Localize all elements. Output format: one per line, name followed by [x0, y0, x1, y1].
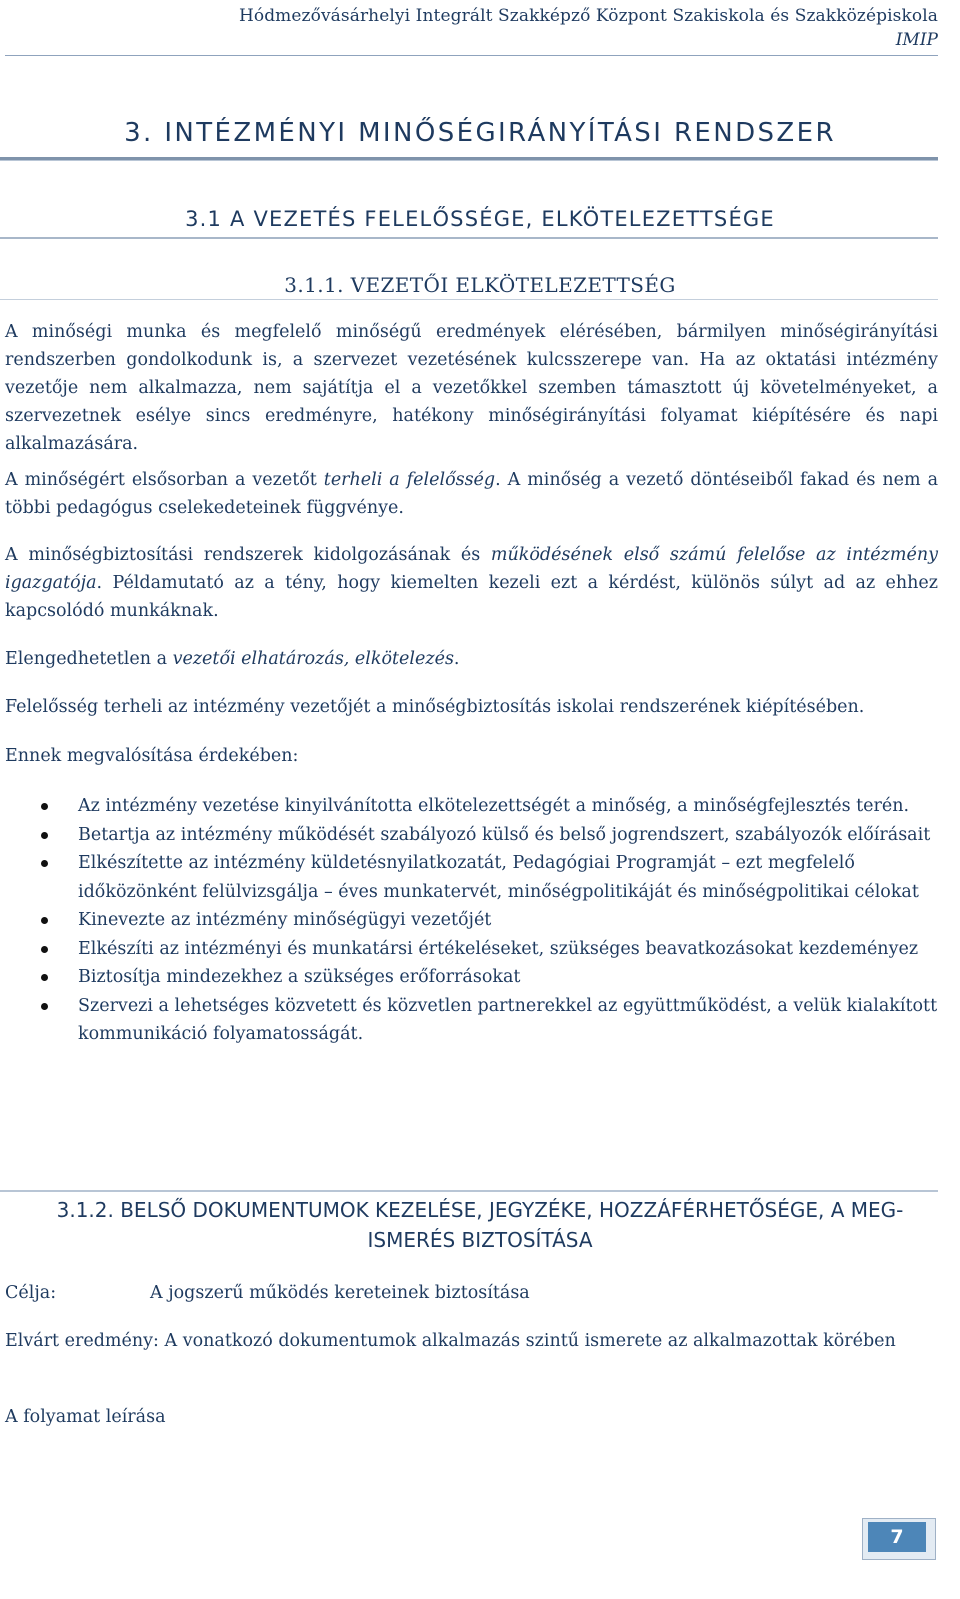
page-header — [20, 4, 938, 52]
process-description-text: A folyamat leírása — [5, 1407, 166, 1427]
list-item-text: Betartja az intézmény működését szabályozó külső és belső jogrendszert, szabályozók előírásait — [78, 824, 931, 845]
page-number: 7 — [868, 1522, 926, 1552]
paragraph-4 — [5, 645, 938, 673]
list-item — [5, 821, 938, 850]
heading-level-4 — [0, 1195, 960, 1255]
paragraph-3-text-c: . Példamutató az a tény, hogy kiemelten kezeli ezt a kérdést, különös súlyt ad az ehhez kapcsolódó munkáknak. — [5, 573, 938, 621]
list-item — [5, 849, 938, 906]
bullet-icon — [41, 917, 48, 924]
paragraph-6-text: Ennek megvalósítása érdekében: — [5, 746, 299, 766]
paragraph-2-emphasis: terheli a felelősség — [323, 470, 496, 490]
heading-3-rule — [0, 299, 938, 300]
paragraph-3-emphasis: működésének első számú felelőse az intézmény igazgatója — [5, 545, 938, 593]
bullet-icon — [41, 860, 48, 867]
list-item-text: Elkészíti az intézményi és munkatársi értékeléseket, szükséges beavatkozásokat kezdeményez — [78, 938, 919, 959]
paragraph-1-text: A minőségi munka és megfelelő minőségű eredmények elérésében, bármilyen minőségirányítási rendszerben gondolkodunk is, a szervezet vezetésének kulcsszerepe van. Ha az oktatási intézmény vezetője nem alkalmazza, nem sajátítja el a vezetőkkel szemben támasztott új követelményeket, a szervezetnek esélye sincs eredményre, hatékony minőségirányítási folyamat kiépítésére és napi alkalmazására. — [5, 322, 938, 454]
heading-4-line-2: ISMERÉS BIZTOSÍTÁSA — [367, 1228, 593, 1252]
goal-row — [5, 1279, 938, 1307]
heading-4-rule — [0, 1190, 938, 1192]
list-item-text: Szervezi a lehetséges közvetett és közvetlen partnerekkel az együttműködést, a velük kialakított kommunikáció folyamatosságát. — [78, 995, 938, 1044]
process-description-row — [5, 1403, 938, 1431]
list-item — [5, 963, 938, 992]
list-item-text: Biztosítja mindezekhez a szükséges erőforrásokat — [78, 967, 521, 987]
list-item-text: Elkészítette az intézmény küldetésnyilatkozatát, Pedagógiai Programját – ezt megfelelő időközönként felülvizsgálja – éves munkatervét, minőségpolitikáját és minőségpolitikai célokat — [78, 853, 919, 902]
paragraph-4-text-a: Elengedhetetlen a — [5, 649, 173, 669]
bullet-icon — [41, 974, 48, 981]
bullet-icon — [41, 832, 48, 839]
paragraph-4-text-c: . — [453, 649, 460, 669]
bullet-icon — [41, 1003, 48, 1010]
heading-level-3: 3.1.1. VEZETŐI ELKÖTELEZETTSÉG — [284, 273, 676, 297]
header-abbreviation: IMIP — [895, 30, 938, 50]
paragraph-6 — [5, 742, 938, 770]
paragraph-4-emphasis: vezetői elhatározás, elkötelezés — [172, 649, 454, 669]
header-divider — [5, 55, 938, 56]
bullet-icon — [41, 946, 48, 953]
list-item — [5, 992, 938, 1049]
paragraph-1 — [5, 318, 938, 458]
list-item-text: Kinevezte az intézmény minőségügyi vezetőjét — [78, 910, 492, 930]
list-item-text: Az intézmény vezetése kinyilvánította elkötelezettségét a minőség, a minőségfejlesztés terén. — [78, 796, 910, 816]
bullet-list — [5, 792, 938, 1049]
list-item — [5, 906, 938, 935]
heading-level-1: 3. INTÉZMÉNYI MINŐSÉGIRÁNYÍTÁSI RENDSZER — [124, 118, 836, 148]
paragraph-2-text-c: . A minőség a vezető döntéseiből fakad és nem a többi pedagógus cselekedeteinek függvénye. — [5, 470, 939, 518]
bullet-icon — [41, 803, 48, 810]
paragraph-2 — [5, 466, 938, 522]
heading-2-rule — [0, 237, 938, 239]
header-organization: Hódmezővásárhelyi Integrált Szakképző Központ Szakiskola és Szakközépiskola — [238, 6, 938, 26]
goal-value: A jogszerű működés kereteinek biztosítása — [150, 1283, 530, 1303]
paragraph-3 — [5, 541, 938, 625]
goal-label: Célja: — [5, 1283, 57, 1303]
paragraph-5-text: Felelősség terheli az intézmény vezetőjét a minőségbiztosítás iskolai rendszerének kiépítésében. — [5, 697, 865, 717]
paragraph-3-text-a: A minőségbiztosítási rendszerek kidolgozásának és — [5, 545, 491, 565]
list-item — [5, 935, 938, 964]
list-item — [5, 792, 938, 821]
expected-result-text: Elvárt eredmény: A vonatkozó dokumentumok alkalmazás szintű ismerete az alkalmazottak körében — [5, 1331, 896, 1351]
heading-4-line-1: 3.1.2. BELSŐ DOKUMENTUMOK KEZELÉSE, JEGYZÉKE, HOZZÁFÉRHETŐSÉGE, A MEG- — [56, 1198, 904, 1222]
paragraph-5 — [5, 693, 938, 721]
heading-1-rule — [0, 157, 938, 161]
expected-result-row — [5, 1327, 938, 1355]
heading-level-2: 3.1 A VEZETÉS FELELŐSSÉGE, ELKÖTELEZETTSÉGE — [185, 207, 775, 231]
paragraph-2-text-a: A minőségért elsősorban a vezetőt — [5, 470, 324, 490]
